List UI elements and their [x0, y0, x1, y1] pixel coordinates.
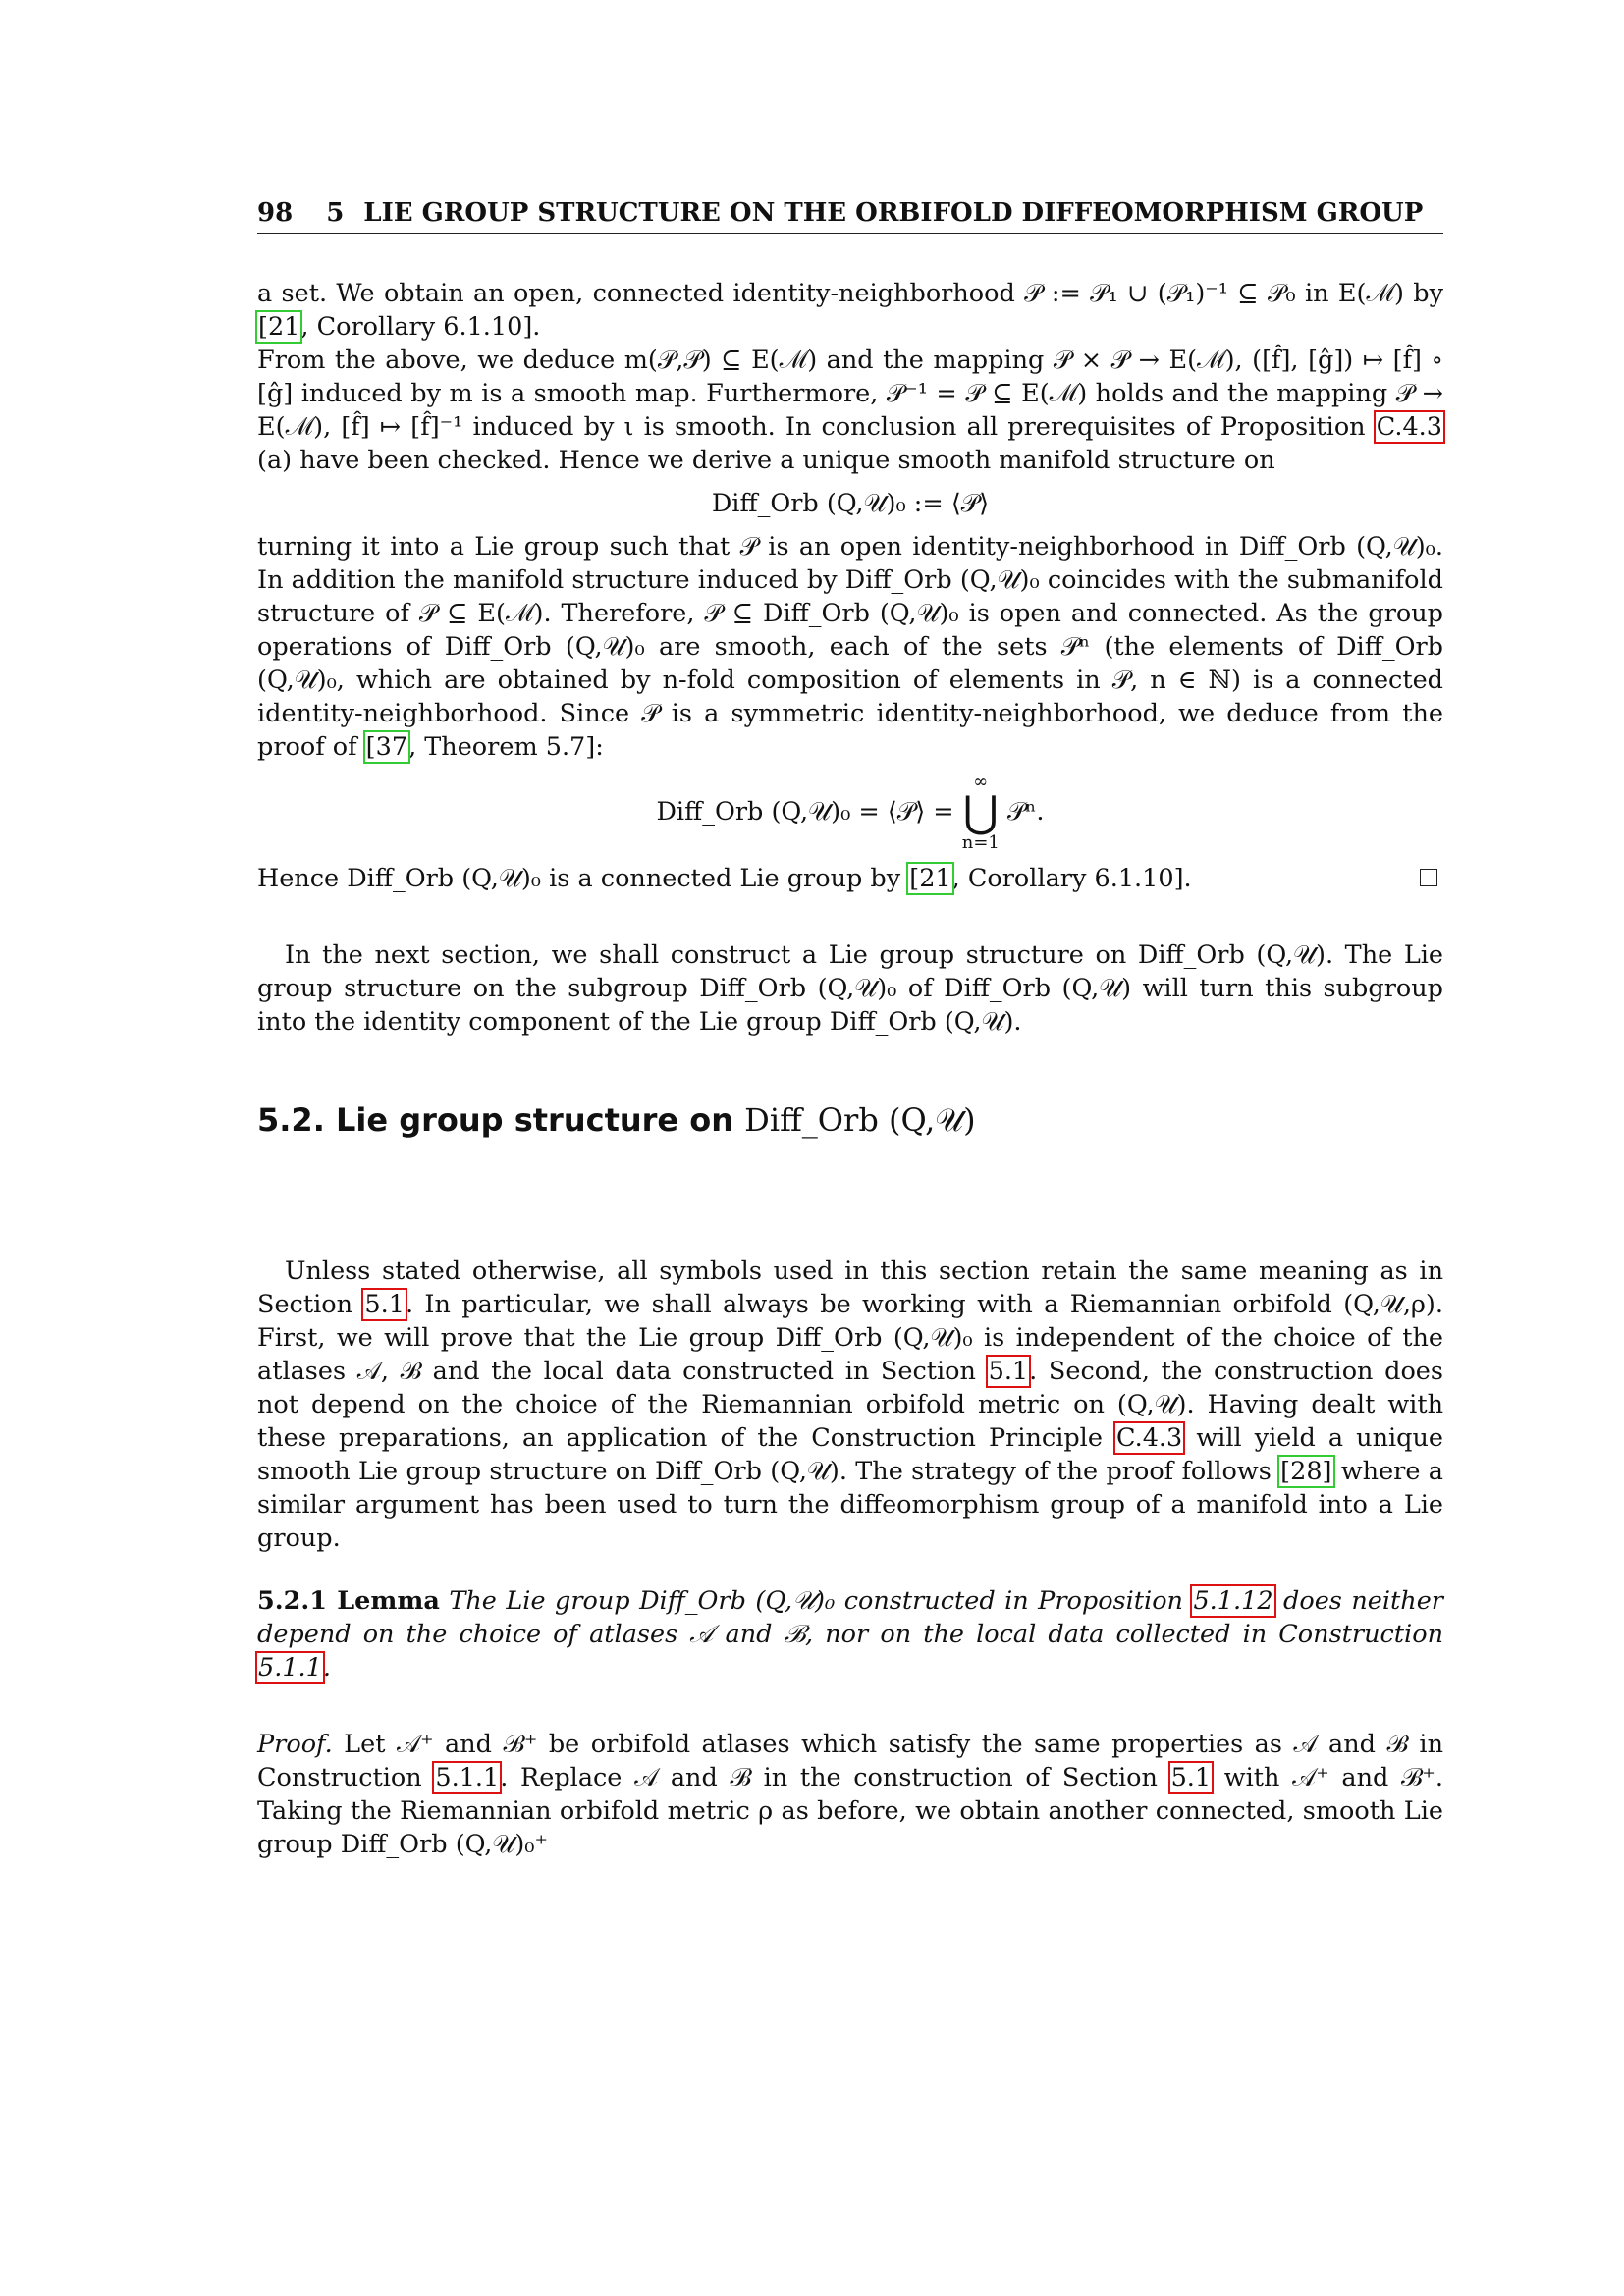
- reference-link[interactable]: 5.1: [1170, 1763, 1212, 1792]
- section-number: 5.2.: [257, 1101, 325, 1139]
- page-number: 98: [257, 198, 294, 228]
- citation-link[interactable]: [37: [365, 732, 408, 762]
- text: does neither depend on the choice of atlases 𝒜 and ℬ, nor on the local data collected in Construction: [257, 1586, 1443, 1649]
- text: . Replace 𝒜 and ℬ in the construction of Section: [500, 1763, 1170, 1792]
- chapter-number: 5: [326, 198, 345, 228]
- qed-box-icon: [1420, 869, 1437, 886]
- reference-link[interactable]: C.4.3: [1376, 412, 1442, 442]
- reference-link[interactable]: C.4.3: [1116, 1423, 1183, 1453]
- big-union: [962, 774, 1000, 852]
- text: will yield a unique smooth Lie group structure on Diff_Orb (Q,𝒰). The strategy of the proof follows: [257, 1423, 1443, 1486]
- union-lower-limit: n=1: [961, 832, 1000, 853]
- text: Let 𝒜⁺ and ℬ⁺ be orbifold atlases which satisfy the same properties as 𝒜 and ℬ in Construction: [257, 1730, 1443, 1792]
- paragraph-1: [257, 277, 1443, 344]
- section-title-text: Lie group structure on: [335, 1101, 734, 1139]
- running-header: [257, 196, 1443, 234]
- union-upper-limit: ∞: [973, 772, 989, 792]
- reference-link[interactable]: 5.1.1: [258, 1653, 322, 1682]
- citation-link[interactable]: [28]: [1280, 1457, 1332, 1486]
- union-symbol: ⋃: [962, 787, 999, 837]
- text: , Corollary 6.1.10].: [951, 864, 1192, 893]
- text: The Lie group Diff_Orb (Q,𝒰)₀ constructed in Proposition: [449, 1586, 1193, 1616]
- text: .: [322, 1653, 331, 1682]
- text: , Corollary 6.1.10].: [300, 312, 541, 342]
- text: a set. We obtain an open, connected identity-neighborhood 𝒫 := 𝒫₁ ∪ (𝒫₁)⁻¹ ⊆ 𝒫₀ in E(ℳ) by: [257, 279, 1443, 308]
- text: . In particular, we shall always be working with a Riemannian orbifold (Q,𝒰,ρ). First, we will prove that the Lie group Diff_Orb (Q,𝒰)₀ is independent of the choice of the atlases 𝒜, ℬ and the local data constructed in Section: [257, 1290, 1443, 1386]
- text: where a similar argument has been used to turn the diffeomorphism group of a manifold into a Lie group.: [257, 1457, 1443, 1553]
- text: Unless stated otherwise, all symbols used in this section retain the same meaning as in Section: [257, 1256, 1443, 1319]
- paragraph-2: [257, 344, 1443, 477]
- proof-label: Proof.: [257, 1730, 333, 1759]
- text: From the above, we deduce m(𝒫,𝒫) ⊆ E(ℳ) and the mapping 𝒫 × 𝒫 → E(ℳ), ([f̂], [ĝ]) ↦ [f̂] ∘ [ĝ] induced by m is a smooth map. Furthermore, 𝒫⁻¹ = 𝒫 ⊆ E(ℳ) holds and the mapping 𝒫 → E(ℳ), [f̂] ↦ [f̂]⁻¹ induced by ι is smooth. In conclusion all prerequisites of Proposition: [257, 346, 1443, 442]
- reference-link[interactable]: 5.1: [988, 1357, 1029, 1386]
- reference-link[interactable]: 5.1.1: [435, 1763, 500, 1792]
- page: [257, 196, 1443, 1861]
- lemma-label: 5.2.1 Lemma: [257, 1586, 440, 1616]
- section-title-math: Diff_Orb (Q,𝒰): [744, 1101, 976, 1139]
- paragraph-6: [257, 1255, 1443, 1555]
- text: Hence Diff_Orb (Q,𝒰)₀ is a connected Lie group by: [257, 864, 909, 893]
- equation-1: Diff_Orb (Q,𝒰)₀ := ⟨𝒫⟩: [711, 489, 990, 518]
- reference-link[interactable]: 5.1.12: [1193, 1586, 1273, 1616]
- paragraph-4: [257, 862, 1443, 895]
- citation-link[interactable]: [21: [909, 864, 951, 893]
- proof: [257, 1728, 1443, 1861]
- text: (a) have been checked. Hence we derive a unique smooth manifold structure on: [257, 446, 1275, 475]
- lemma: [257, 1584, 1443, 1684]
- paragraph-5: In the next section, we shall construct a Lie group structure on Diff_Orb (Q,𝒰). The Lie group structure on the subgroup Diff_Orb (Q,𝒰)₀ of Diff_Orb (Q,𝒰) will turn this subgroup into the identity component of the Lie group Diff_Orb (Q,𝒰).: [257, 940, 1443, 1037]
- text: . Second, the construction does not depend on the choice of the Riemannian orbifold metric on (Q,𝒰). Having dealt with these preparations, an application of the Construction Principle: [257, 1357, 1443, 1453]
- text: turning it into a Lie group such that 𝒫 is an open identity-neighborhood in Diff_Orb (Q,𝒰)₀. In addition the manifold structure induced by Diff_Orb (Q,𝒰)₀ coincides with the submanifold structure of 𝒫 ⊆ E(ℳ). Therefore, 𝒫 ⊆ Diff_Orb (Q,𝒰)₀ is open and connected. As the group operations of Diff_Orb (Q,𝒰)₀ are smooth, each of the sets 𝒫ⁿ (the elements of Diff_Orb (Q,𝒰)₀, which are obtained by n-fold composition of elements in 𝒫, n ∈ ℕ) is a connected identity-neighborhood. Since 𝒫 is a symmetric identity-neighborhood, we deduce from the proof of: [257, 532, 1443, 762]
- paragraph-3: [257, 530, 1443, 764]
- equation-lhs: Diff_Orb (Q,𝒰)₀ = ⟨𝒫⟩ =: [656, 797, 954, 827]
- reference-link[interactable]: 5.1: [364, 1290, 405, 1319]
- text: , Theorem 5.7]:: [408, 732, 604, 762]
- chapter-title: LIE GROUP STRUCTURE ON THE ORBIFOLD DIFFEOMORPHISM GROUP: [363, 198, 1424, 228]
- equation-rhs: 𝒫ⁿ.: [1006, 797, 1045, 827]
- citation-link[interactable]: [21: [258, 312, 300, 342]
- text: with 𝒜⁺ and ℬ⁺. Taking the Riemannian orbifold metric ρ as before, we obtain another connected, smooth Lie group Diff_Orb (Q,𝒰)₀⁺: [257, 1763, 1443, 1859]
- section-heading: [257, 1103, 1443, 1137]
- equation-2: [257, 774, 1443, 852]
